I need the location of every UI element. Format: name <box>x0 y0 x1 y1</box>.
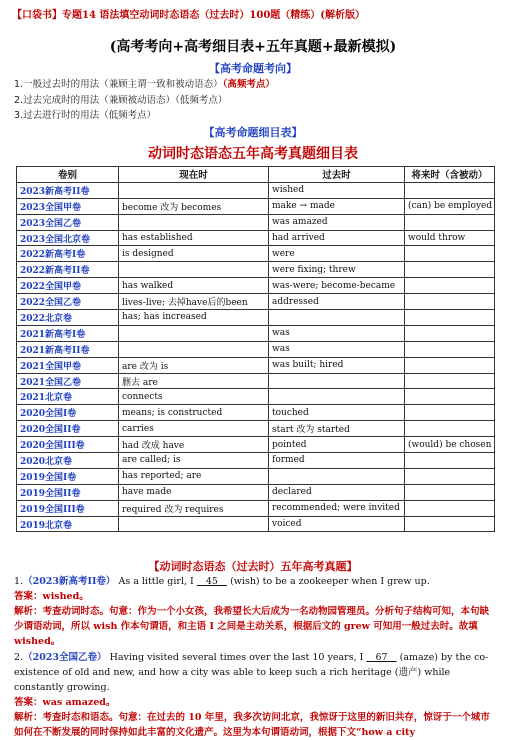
question-text: As a little girl, I <box>118 576 194 587</box>
direction-heading: 【高考命题考向】 <box>209 62 297 75</box>
cell-paper: 2020北京卷 <box>17 453 119 469</box>
table-header-row <box>17 167 495 183</box>
analysis-text: 解析：考查时态和语态。句意：在过去的 10 年里，我多次访问北京，我惊讶于这里的新旧共存，惊讶于一个城市如何在不断发展的同时保持如此丰富的文化遗产。这里为本句谓语动词，根据下文“how a city <box>14 712 490 738</box>
cell-future <box>405 421 495 437</box>
cell-paper: 2019北京卷 <box>17 516 119 532</box>
cell-present: connects <box>119 389 269 405</box>
cell-present: had 改成 have <box>119 437 269 453</box>
cell-paper: 2019全国III卷 <box>17 500 119 516</box>
cell-present: are 改为 is <box>119 357 269 373</box>
direction-item-text: 2.过去完成时的用法（兼顾被动语态）（低频考点） <box>14 95 228 106</box>
cell-present: means; is constructed <box>119 405 269 421</box>
cell-paper: 2019全国II卷 <box>17 484 119 500</box>
cell-paper: 2022全国乙卷 <box>17 294 119 310</box>
table-row <box>17 294 495 310</box>
cell-future <box>405 341 495 357</box>
question-text: (amaze) by the co-existence of old and new, and how a city was able to keep such a rich heritage (遗产) while constantly growing. <box>14 652 489 693</box>
exam-detail-table <box>16 166 495 532</box>
cell-paper: 2023全国北京卷 <box>17 230 119 246</box>
table-row <box>17 437 495 453</box>
question-text: (wish) to be a zookeeper when I grew up. <box>230 576 430 587</box>
table-row <box>17 198 495 214</box>
cell-past: pointed <box>269 437 405 453</box>
cell-past: addressed <box>269 294 405 310</box>
cell-present <box>119 262 269 278</box>
cell-future <box>405 357 495 373</box>
cell-paper: 2021新高考II卷 <box>17 341 119 357</box>
cell-present: carries <box>119 421 269 437</box>
cell-past: were fixing; threw <box>269 262 405 278</box>
cell-future <box>405 484 495 500</box>
direction-item <box>14 92 227 106</box>
col-header-future: 将来时（含被动） <box>405 167 495 183</box>
cell-past: touched <box>269 405 405 421</box>
answer-value: wished。 <box>42 591 89 602</box>
cell-future <box>405 182 495 198</box>
cell-future: would throw <box>405 230 495 246</box>
table-row <box>17 373 495 389</box>
cell-paper: 2021全国乙卷 <box>17 373 119 389</box>
cell-future <box>405 325 495 341</box>
cell-past: wished <box>269 182 405 198</box>
cell-future: (can) be employed <box>405 198 495 214</box>
cell-paper: 2020全国I卷 <box>17 405 119 421</box>
document-title: 【口袋书】专题14 语法填空动词时态语态（过去时）100题（精练）(解析版） <box>12 10 366 21</box>
table-row <box>17 421 495 437</box>
cell-past: start 改为 started <box>269 421 405 437</box>
cell-past <box>269 310 405 326</box>
cell-present <box>119 516 269 532</box>
cell-present: has walked <box>119 278 269 294</box>
cell-past: was <box>269 341 405 357</box>
table-row <box>17 278 495 294</box>
cell-paper: 2022新高考I卷 <box>17 246 119 262</box>
cell-present <box>119 341 269 357</box>
real-exam-heading: 【动词时态语态（过去时）五年高考真题】 <box>148 560 358 573</box>
table-row <box>17 230 495 246</box>
analysis-text: 解析：考查动词时态。句意：作为一个小女孩，我希望长大后成为一名动物园管理员。分析句子结构可知，本句缺少谓语动词，所以 wish 作本句谓语，和主语 I 之间是主动关系，根据后文的 grew 可知用一般过去时。故填 wished。 <box>14 606 490 647</box>
col-header-past: 过去时 <box>269 167 405 183</box>
cell-present: have made <box>119 484 269 500</box>
cell-paper: 2022北京卷 <box>17 310 119 326</box>
question-text: Having visited several times over the last 10 years, I <box>109 652 364 663</box>
cell-present: is designed <box>119 246 269 262</box>
cell-future <box>405 246 495 262</box>
cell-future <box>405 500 495 516</box>
cell-past: had arrived <box>269 230 405 246</box>
table-row <box>17 325 495 341</box>
cell-future <box>405 310 495 326</box>
question-source: （2023新高考II卷） <box>23 576 116 587</box>
table-row <box>17 262 495 278</box>
cell-paper: 2023全国乙卷 <box>17 214 119 230</box>
blank-number: 67 <box>375 652 388 663</box>
cell-past: was <box>269 325 405 341</box>
direction-item-text: 1.一般过去时的用法（兼顾主谓一致和被动语态） <box>14 79 223 90</box>
cell-present: are called; is <box>119 453 269 469</box>
answer-label: 答案： <box>14 591 43 602</box>
cell-present: 删去 are <box>119 373 269 389</box>
cell-past <box>269 373 405 389</box>
cell-past: formed <box>269 453 405 469</box>
document-subtitle: (高考考向+高考细目表+五年真题+最新模拟) <box>109 39 397 55</box>
cell-paper: 2021全国甲卷 <box>17 357 119 373</box>
cell-paper: 2020全国II卷 <box>17 421 119 437</box>
cell-present: has established <box>119 230 269 246</box>
cell-past: were <box>269 246 405 262</box>
table-row <box>17 500 495 516</box>
table-row <box>17 453 495 469</box>
table-row <box>17 246 495 262</box>
table-row <box>17 310 495 326</box>
answer-value: was amazed。 <box>42 697 116 708</box>
cell-present: has; has increased <box>119 310 269 326</box>
cell-present: lives-live; 去掉have后的been <box>119 294 269 310</box>
cell-future <box>405 468 495 484</box>
cell-future <box>405 278 495 294</box>
table-row <box>17 405 495 421</box>
direction-item <box>14 107 156 121</box>
cell-future: (would) be chosen <box>405 437 495 453</box>
detail-heading: 【高考命题细目表】 <box>203 126 303 139</box>
cell-past: was amazed <box>269 214 405 230</box>
cell-past: was built; hired <box>269 357 405 373</box>
table-row <box>17 341 495 357</box>
table-row <box>17 182 495 198</box>
cell-paper: 2019全国I卷 <box>17 468 119 484</box>
cell-paper: 2023新高考II卷 <box>17 182 119 198</box>
cell-past <box>269 389 405 405</box>
cell-future <box>405 294 495 310</box>
table-row <box>17 357 495 373</box>
cell-paper: 2021新高考I卷 <box>17 325 119 341</box>
question-2 <box>14 650 496 740</box>
col-header-paper: 卷别 <box>17 167 119 183</box>
cell-past: declared <box>269 484 405 500</box>
cell-future <box>405 262 495 278</box>
cell-past: was-were; become-became <box>269 278 405 294</box>
table-row <box>17 484 495 500</box>
direction-item-text: 3.过去进行时的用法（低频考点） <box>14 110 157 121</box>
cell-past: voiced <box>269 516 405 532</box>
cell-paper: 2023全国甲卷 <box>17 198 119 214</box>
table-row <box>17 468 495 484</box>
question-source: （2023全国乙卷） <box>23 652 107 663</box>
cell-present: become 改为 becomes <box>119 198 269 214</box>
cell-paper: 2022新高考II卷 <box>17 262 119 278</box>
answer-label: 答案： <box>14 697 43 708</box>
question-blank <box>197 576 227 587</box>
table-row <box>17 516 495 532</box>
question-number: 1. <box>14 576 24 587</box>
cell-past: recommended; were invited <box>269 500 405 516</box>
cell-future <box>405 453 495 469</box>
cell-future <box>405 516 495 532</box>
table-title: 动词时态语态五年高考真题细目表 <box>148 146 358 162</box>
table-row <box>17 214 495 230</box>
cell-past <box>269 468 405 484</box>
question-1 <box>14 574 496 649</box>
cell-present <box>119 325 269 341</box>
cell-past: make → made <box>269 198 405 214</box>
cell-paper: 2020全国III卷 <box>17 437 119 453</box>
cell-present <box>119 182 269 198</box>
cell-present <box>119 214 269 230</box>
table-row <box>17 389 495 405</box>
question-number: 2. <box>14 652 24 663</box>
direction-item-tag: （高频考点） <box>222 79 275 90</box>
cell-paper: 2022全国甲卷 <box>17 278 119 294</box>
direction-item <box>14 76 275 90</box>
cell-future <box>405 373 495 389</box>
question-blank <box>366 652 396 663</box>
table-body <box>17 182 495 532</box>
cell-future <box>405 405 495 421</box>
col-header-present: 现在时 <box>119 167 269 183</box>
cell-present: required 改为 requires <box>119 500 269 516</box>
cell-present: has reported; are <box>119 468 269 484</box>
cell-paper: 2021北京卷 <box>17 389 119 405</box>
cell-future <box>405 214 495 230</box>
cell-future <box>405 389 495 405</box>
blank-number: 45 <box>205 576 218 587</box>
